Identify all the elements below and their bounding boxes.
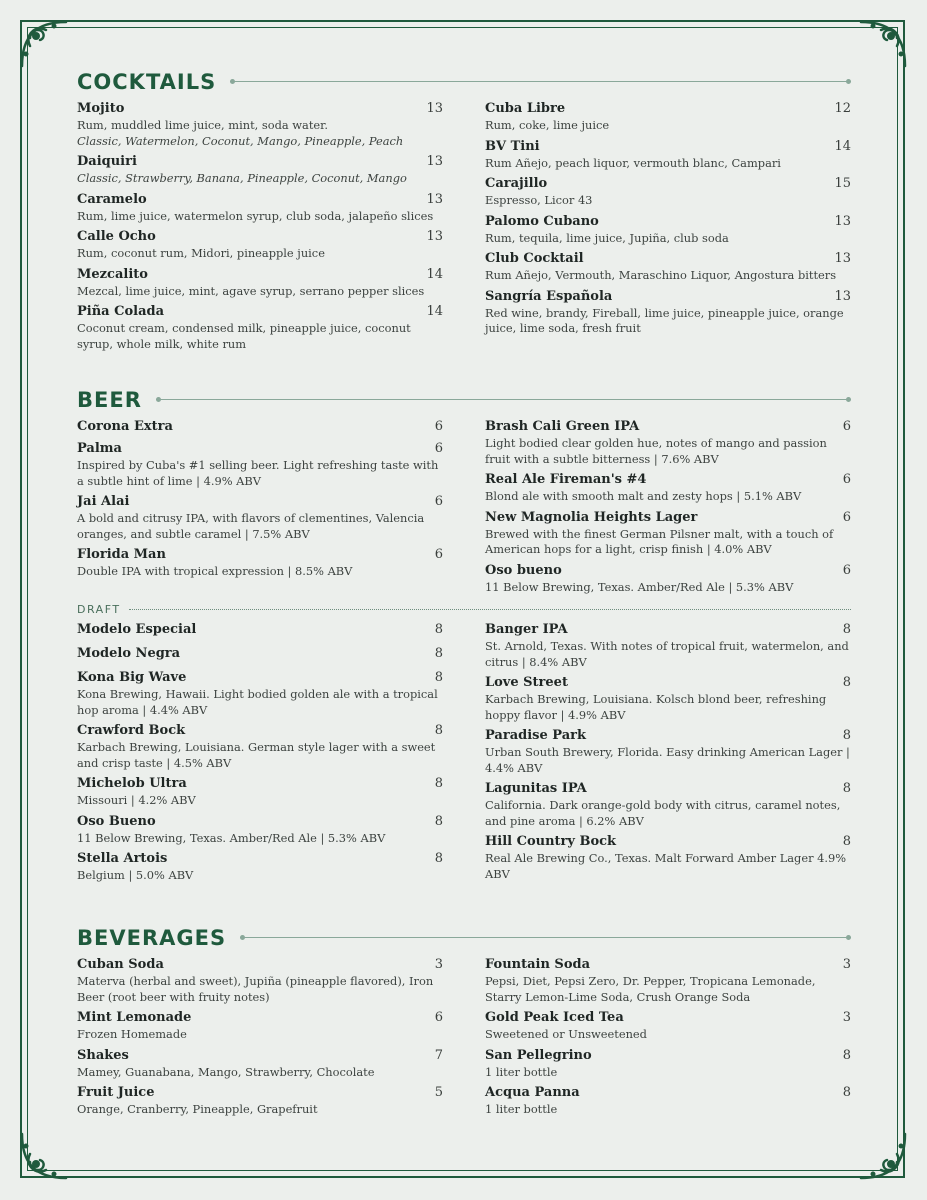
item-name: Modelo Negra [77, 646, 181, 661]
item-price: 13 [426, 154, 443, 169]
item-price: 6 [434, 419, 443, 434]
menu-item [77, 228, 443, 262]
item-name: Mojito [77, 101, 125, 116]
menu-item [485, 100, 851, 134]
item-variants: Classic, Strawberry, Banana, Pineapple, Coconut, Mango [77, 171, 407, 185]
item-description: Materva (herbal and sweet), Jupiña (pineapple flavored), Iron Beer (root beer with fruity notes) [77, 974, 434, 1004]
item-description: Rum Añejo, peach liquor, vermouth blanc, Campari [485, 155, 781, 170]
menu-item [485, 138, 851, 172]
menu-item [77, 956, 443, 1005]
item-price: 8 [842, 1085, 851, 1100]
menu-item [77, 621, 443, 639]
item-price: 8 [842, 728, 851, 743]
beer-section [77, 386, 851, 884]
item-description: Mamey, Guanabana, Mango, Strawberry, Chocolate [77, 1064, 375, 1079]
item-variants: Classic, Watermelon, Coconut, Mango, Pineapple, Peach [77, 133, 404, 148]
item-price: 14 [834, 138, 851, 154]
menu-item [485, 509, 851, 558]
item-description: Belgium | 5.0% ABV [77, 868, 194, 882]
item-name: Oso Bueno [77, 813, 156, 829]
menu-item [485, 562, 851, 596]
item-description: Karbach Brewing, Louisiana. Kolsch blond beer, refreshing hoppy flavor | 4.9% ABV [485, 692, 827, 722]
item-price: 13 [834, 213, 851, 229]
item-price: 7 [434, 1047, 443, 1063]
item-name: Fruit Juice [77, 1085, 155, 1100]
item-name: Florida Man [77, 547, 166, 562]
menu-item [77, 1009, 443, 1043]
item-name: Calle Ocho [77, 229, 156, 244]
item-price: 6 [434, 547, 443, 562]
item-price: 3 [434, 957, 443, 972]
beer-right-column [485, 414, 851, 595]
section-header [77, 924, 851, 952]
item-name: Corona Extra [77, 419, 173, 434]
item-price: 8 [842, 1047, 851, 1063]
menu-item [485, 175, 851, 209]
item-name: New Magnolia Heights Lager [485, 509, 698, 525]
item-name: Real Ale Fireman's #4 [485, 472, 647, 487]
item-description: Orange, Cranberry, Pineapple, Grapefruit [77, 1102, 318, 1116]
item-price: 6 [434, 494, 443, 509]
item-description: Double IPA with tropical expression | 8.5% ABV [77, 564, 353, 578]
item-description: 1 liter bottle [485, 1064, 558, 1079]
item-price: 8 [434, 851, 443, 866]
section-rule [230, 77, 851, 87]
item-description: 11 Below Brewing, Texas. Amber/Red Ale | 5.3% ABV [77, 830, 386, 845]
item-price: 6 [434, 1010, 443, 1025]
item-name: Sangría Española [485, 288, 613, 304]
draft-right-column [485, 617, 851, 884]
item-price: 13 [834, 251, 851, 266]
item-name: Crawford Bock [77, 723, 186, 738]
menu-item [77, 191, 443, 225]
menu-item [77, 418, 443, 436]
item-name: Gold Peak Iced Tea [485, 1010, 624, 1025]
corner-flourish-icon [855, 16, 911, 72]
item-name: Oso bueno [485, 562, 562, 578]
menu-item [485, 674, 851, 723]
corner-flourish-icon [855, 1128, 911, 1184]
item-name: Piña Colada [77, 304, 165, 319]
item-description: California. Dark orange-gold body with citrus, caramel notes, and pine aroma | 6.2% ABV [485, 798, 841, 828]
menu-item [77, 440, 443, 489]
menu-item [77, 775, 443, 809]
menu-item [485, 1047, 851, 1081]
item-price: 6 [842, 419, 851, 434]
item-name: San Pellegrino [485, 1047, 592, 1063]
menu-item [77, 153, 443, 187]
item-description: Rum, lime juice, watermelon syrup, club soda, jalapeño slices [77, 208, 434, 223]
section-header [77, 68, 851, 96]
item-price: 8 [842, 622, 851, 637]
menu-item [77, 645, 443, 663]
item-name: Palma [77, 441, 122, 456]
menu-item [77, 546, 443, 580]
item-price: 8 [434, 670, 443, 685]
item-price: 6 [842, 509, 851, 525]
item-name: Mint Lemonade [77, 1010, 192, 1025]
menu-item [77, 722, 443, 771]
section-title: COCKTAILS [77, 70, 217, 94]
cocktails-right-column [485, 96, 851, 352]
beer-left-column [77, 414, 443, 595]
item-name: Brash Cali Green IPA [485, 419, 640, 434]
item-price: 8 [434, 813, 443, 829]
section-rule [156, 395, 851, 405]
item-name: Shakes [77, 1047, 129, 1063]
item-price: 14 [426, 304, 443, 319]
item-price: 12 [834, 101, 851, 116]
item-description: 1 liter bottle [485, 1102, 558, 1116]
item-price: 13 [426, 191, 443, 207]
item-price: 6 [842, 562, 851, 578]
menu-item [485, 780, 851, 829]
item-description: Real Ale Brewing Co., Texas. Malt Forward Amber Lager 4.9% ABV [485, 851, 847, 881]
item-name: Fountain Soda [485, 957, 591, 972]
item-description: Rum, muddled lime juice, mint, soda water. [77, 118, 328, 132]
item-price: 13 [426, 101, 443, 116]
item-name: Modelo Especial [77, 622, 197, 637]
item-price: 3 [842, 1010, 851, 1025]
item-price: 3 [842, 957, 851, 972]
corner-flourish-icon [16, 1128, 72, 1184]
menu-item [77, 266, 443, 300]
item-price: 13 [834, 288, 851, 304]
menu-item [485, 727, 851, 776]
menu-item [77, 1047, 443, 1081]
item-description: Espresso, Licor 43 [485, 193, 593, 207]
menu-item [77, 669, 443, 718]
item-description: Rum Añejo, Vermouth, Maraschino Liquor, Angostura bitters [485, 268, 837, 282]
item-price: 5 [434, 1085, 443, 1100]
menu-item [485, 288, 851, 337]
draft-dotted-rule [129, 609, 851, 610]
item-description: Brewed with the finest German Pilsner malt, with a touch of American hops for a light, crisp finish | 4.0% ABV [485, 526, 834, 556]
beverages-left-column [77, 952, 443, 1118]
draft-title: DRAFT [77, 602, 121, 616]
item-name: Michelob Ultra [77, 776, 187, 791]
item-price: 8 [842, 675, 851, 690]
item-price: 8 [842, 834, 851, 849]
item-description: Sweetened or Unsweetened [485, 1027, 647, 1041]
item-name: Cuban Soda [77, 957, 164, 972]
item-description: Pepsi, Diet, Pepsi Zero, Dr. Pepper, Tropicana Lemonade, Starry Lemon-Lime Soda, Crush Orange Soda [485, 974, 816, 1004]
item-description: Coconut cream, condensed milk, pineapple juice, coconut syrup, whole milk, white rum [77, 321, 411, 351]
item-name: Stella Artois [77, 851, 168, 866]
cocktails-left-column [77, 96, 443, 352]
cocktails-section [77, 68, 851, 352]
item-price: 14 [426, 266, 443, 282]
item-name: Club Cocktail [485, 251, 584, 266]
item-price: 8 [434, 622, 443, 637]
item-name: Jai Alai [77, 494, 130, 509]
item-name: Mezcalito [77, 266, 148, 282]
section-header [77, 386, 851, 414]
menu-item [485, 833, 851, 882]
item-description: Inspired by Cuba's #1 selling beer. Light refreshing taste with a subtle hint of lime | 4.9% ABV [77, 458, 439, 488]
item-name: Paradise Park [485, 728, 586, 743]
item-price: 8 [842, 781, 851, 796]
draft-subheader [77, 601, 851, 617]
item-name: Acqua Panna [485, 1085, 580, 1100]
item-name: Love Street [485, 675, 568, 690]
section-rule [240, 933, 851, 943]
beverages-right-column [485, 952, 851, 1118]
item-name: Palomo Cubano [485, 213, 599, 229]
item-name: Cuba Libre [485, 101, 566, 116]
item-description: Blond ale with smooth malt and zesty hops | 5.1% ABV [485, 489, 802, 503]
menu-item [485, 213, 851, 247]
item-price: 8 [434, 646, 443, 661]
beverages-section [77, 924, 851, 1118]
item-price: 15 [834, 176, 851, 191]
item-description: Missouri | 4.2% ABV [77, 793, 196, 807]
section-title: BEVERAGES [77, 926, 227, 950]
item-price: 6 [842, 472, 851, 487]
menu-item [485, 471, 851, 505]
item-name: Carajillo [485, 176, 548, 191]
item-description: St. Arnold, Texas. With notes of tropical fruit, watermelon, and citrus | 8.4% ABV [485, 639, 849, 669]
menu-item [485, 621, 851, 670]
item-name: Kona Big Wave [77, 670, 187, 685]
menu-item [485, 956, 851, 1005]
menu-item [77, 850, 443, 884]
item-description: Urban South Brewery, Florida. Easy drinking American Lager | 4.4% ABV [485, 745, 850, 775]
item-description: 11 Below Brewing, Texas. Amber/Red Ale | 5.3% ABV [485, 579, 794, 594]
item-description: Frozen Homemade [77, 1027, 187, 1041]
item-name: Hill Country Bock [485, 834, 617, 849]
item-price: 8 [434, 723, 443, 738]
item-name: BV Tini [485, 138, 540, 154]
item-description: Rum, coconut rum, Midori, pineapple juice [77, 246, 325, 260]
menu-item [485, 1084, 851, 1118]
item-description: A bold and citrusy IPA, with flavors of clementines, Valencia oranges, and subtle caramel | 7.5% ABV [77, 511, 425, 541]
item-price: 13 [426, 229, 443, 244]
item-name: Banger IPA [485, 622, 568, 637]
menu-item [485, 250, 851, 284]
item-description: Rum, tequila, lime juice, Jupiña, club soda [485, 230, 729, 245]
item-description: Light bodied clear golden hue, notes of mango and passion fruit with a subtle bitterness | 7.6% ABV [485, 436, 827, 466]
item-description: Mezcal, lime juice, mint, agave syrup, serrano pepper slices [77, 283, 425, 298]
item-name: Daiquiri [77, 154, 137, 169]
item-description: Karbach Brewing, Louisiana. German style lager with a sweet and crisp taste | 4.5% ABV [77, 740, 436, 770]
item-description: Red wine, brandy, Fireball, lime juice, pineapple juice, orange juice, lime soda, fresh fruit [485, 305, 844, 335]
menu-item [77, 1084, 443, 1118]
menu-item [485, 1009, 851, 1043]
menu-item [77, 813, 443, 847]
menu-item [77, 493, 443, 542]
item-description: Kona Brewing, Hawaii. Light bodied golden ale with a tropical hop aroma | 4.4% ABV [77, 687, 438, 717]
section-title: BEER [77, 388, 142, 412]
item-description: Rum, coke, lime juice [485, 118, 610, 132]
menu-item [77, 100, 443, 149]
item-name: Lagunitas IPA [485, 781, 587, 796]
item-name: Caramelo [77, 191, 147, 207]
item-price: 6 [434, 441, 443, 456]
menu-item [485, 418, 851, 467]
draft-left-column [77, 617, 443, 884]
menu-item [77, 303, 443, 352]
corner-flourish-icon [16, 16, 72, 72]
item-price: 8 [434, 776, 443, 791]
